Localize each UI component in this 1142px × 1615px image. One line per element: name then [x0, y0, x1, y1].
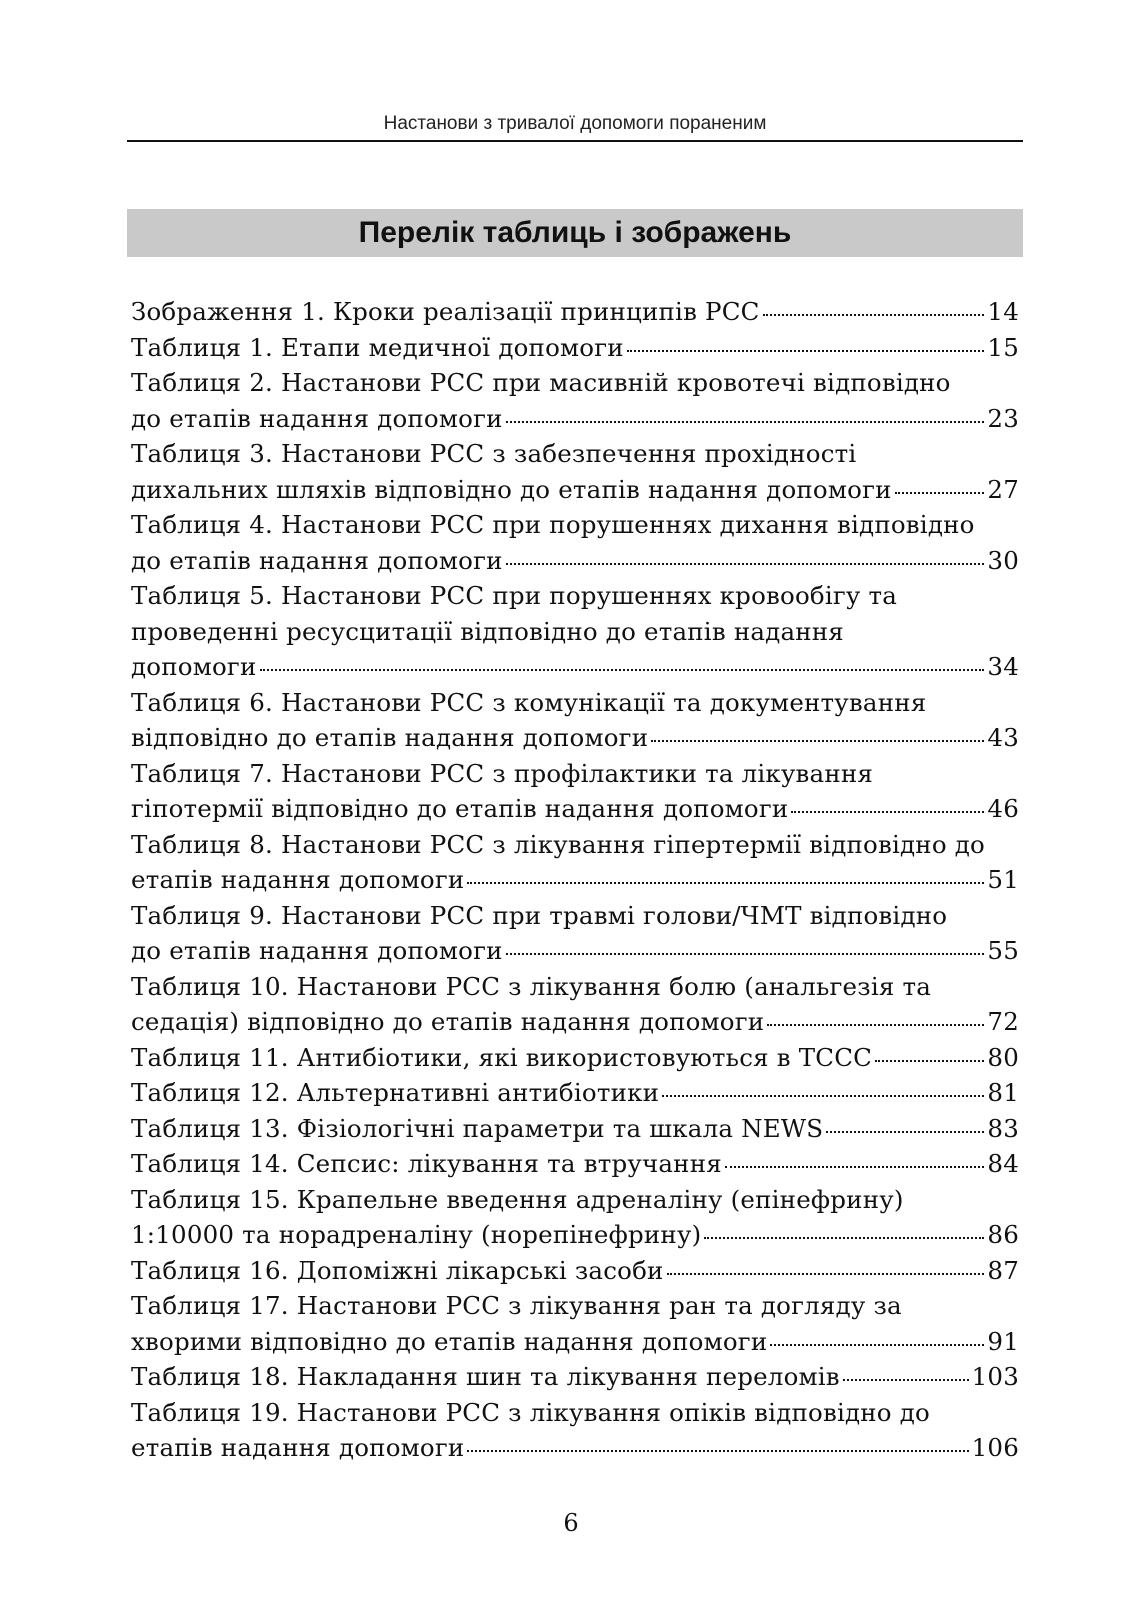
toc-entry-line: [131, 1253, 1019, 1289]
toc-entry-text: Таблиця 6. Настанови PCC з комунікації та документування: [131, 687, 927, 717]
toc-entry-line: [131, 1217, 1019, 1253]
page-title: Перелік таблиць і зображень: [358, 216, 792, 249]
toc-entry-page: 80: [987, 1042, 1019, 1072]
toc-entry[interactable]: [131, 1075, 1019, 1111]
toc-entry[interactable]: [131, 827, 1019, 898]
header-rule: [127, 140, 1023, 142]
toc-entry-text: етапів надання допомоги: [131, 1433, 465, 1462]
title-band: [127, 209, 1023, 257]
toc-entry[interactable]: [131, 685, 1019, 756]
toc-entry-line: [131, 1075, 1019, 1111]
toc-entry[interactable]: [131, 507, 1019, 578]
toc-dot-leader: [467, 882, 984, 884]
toc-entry-page: 81: [987, 1078, 1019, 1107]
toc-entry-line: [131, 401, 1019, 437]
toc-dot-leader: [763, 314, 985, 316]
toc-dot-leader: [627, 350, 985, 352]
toc-entry-text: до етапів надання допомоги: [131, 545, 503, 575]
toc-entry[interactable]: [131, 1182, 1019, 1253]
toc-dot-leader: [651, 740, 984, 742]
toc-entry-text: Таблиця 9. Настанови PCC при травмі голови/ЧМТ відповідно: [131, 900, 948, 930]
toc-entry-text: Таблиця 14. Сепсис: лікування та втручання: [131, 1149, 722, 1178]
toc-entry-line: [131, 1146, 1019, 1182]
toc-dot-leader: [662, 1095, 984, 1097]
toc-entry-page: 103: [971, 1362, 1019, 1391]
toc-dot-leader: [506, 953, 985, 955]
toc-dot-leader: [843, 1379, 969, 1381]
toc-entry[interactable]: [131, 1040, 1019, 1076]
toc-entry-page: 83: [987, 1113, 1019, 1143]
toc-entry[interactable]: [131, 1288, 1019, 1359]
toc-entry-line: [131, 933, 1019, 969]
toc-entry-line: [131, 1111, 1019, 1147]
toc-entry-text: Таблиця 3. Настанови PCC з забезпечення прохідності: [131, 439, 857, 468]
toc-entry-text: 1:10000 та норадреналіну (норепінефрину): [131, 1220, 702, 1249]
toc-entry-line: [131, 791, 1019, 827]
toc-dot-leader: [467, 1450, 968, 1452]
toc-entry-page: 15: [987, 332, 1019, 362]
toc-entry-text: Таблиця 19. Настанови PCC з лікування опіків відповідно до: [131, 1397, 930, 1427]
toc-entry-text: Таблиця 18. Накладання шин та лікування переломів: [131, 1362, 840, 1391]
toc-entry-text: проведенні ресусцитації відповідно до етапів надання: [131, 616, 844, 646]
toc-entry-page: 51: [987, 865, 1019, 894]
toc-entry-text: Таблиця 15. Крапельне введення адреналіну (епінефрину): [131, 1184, 904, 1214]
toc-entry-text: до етапів надання допомоги: [131, 936, 503, 965]
toc-entry-page: 84: [987, 1149, 1019, 1178]
toc-entry-text: гіпотермії відповідно до етапів надання допомоги: [131, 794, 789, 823]
toc-entry-text: етапів надання допомоги: [131, 865, 465, 894]
toc-dot-leader: [506, 421, 985, 423]
toc-entry-line: [131, 1430, 1019, 1466]
toc-entry-line: [131, 1040, 1019, 1076]
toc-dot-leader: [895, 492, 985, 494]
toc-entry-page: 43: [987, 723, 1019, 752]
toc-entry-line: [131, 543, 1019, 579]
toc-dot-leader: [770, 1344, 984, 1346]
toc-entry-page: 106: [971, 1433, 1019, 1462]
toc-entry[interactable]: [131, 294, 1019, 330]
toc-entry[interactable]: [131, 365, 1019, 436]
toc-entry-text: Таблиця 11. Антибіотики, які використовуються в TCCC: [131, 1042, 873, 1072]
toc-entry[interactable]: [131, 330, 1019, 366]
toc-entry-text: Таблиця 8. Настанови PCC з лікування гіпертермії відповідно до: [131, 829, 985, 859]
toc-entry-line: [131, 1324, 1019, 1360]
toc-dot-leader: [667, 1273, 985, 1275]
toc-entry-text: дихальних шляхів відповідно до етапів надання допомоги: [131, 474, 892, 504]
toc-entry-text: Зображення 1. Кроки реалізації принципів PCC: [131, 297, 760, 326]
toc-entry-text: допомоги: [131, 652, 257, 681]
toc-entry[interactable]: [131, 1111, 1019, 1147]
toc-entry-text: Таблиця 13. Фізіологічні параметри та шкала NEWS: [131, 1113, 824, 1143]
toc-entry-text: Таблиця 2. Настанови PCC при масивній кровотечі відповідно: [131, 368, 951, 397]
toc-entry[interactable]: [131, 1359, 1019, 1395]
toc-entry[interactable]: [131, 756, 1019, 827]
toc-entry[interactable]: [131, 1146, 1019, 1182]
toc-entry-page: 23: [987, 403, 1019, 433]
toc-dot-leader: [704, 1237, 984, 1239]
toc-entry-page: 91: [987, 1326, 1019, 1356]
toc-entry-page: 30: [987, 545, 1019, 575]
toc-entry-text: седація) відповідно до етапів надання допомоги: [131, 1007, 765, 1036]
toc-entry-page: 46: [987, 794, 1019, 823]
toc-entry-line: [131, 862, 1019, 898]
running-header: Настанови з тривалої допомоги пораненим: [383, 113, 767, 134]
toc-entry-text: відповідно до етапів надання допомоги: [131, 723, 649, 752]
toc-entry[interactable]: [131, 436, 1019, 507]
page-number: 6: [563, 1509, 579, 1537]
toc-entry-page: 86: [987, 1220, 1019, 1249]
toc-entry-text: Таблиця 12. Альтернативні антибіотики: [131, 1078, 660, 1107]
toc-entry-page: 87: [987, 1255, 1019, 1285]
table-of-contents: [131, 294, 1019, 1466]
toc-entry-text: Таблиця 5. Настанови PCC при порушеннях кровообігу та: [131, 581, 898, 610]
toc-entry[interactable]: [131, 969, 1019, 1040]
toc-entry-page: 55: [987, 936, 1019, 965]
toc-dot-leader: [725, 1166, 985, 1168]
toc-dot-leader: [826, 1131, 984, 1133]
toc-entry[interactable]: [131, 898, 1019, 969]
toc-entry-page: 14: [987, 297, 1019, 326]
toc-entry-line: [131, 720, 1019, 756]
toc-entry-line: [131, 294, 1019, 330]
toc-entry-text: Таблиця 10. Настанови PCC з лікування болю (анальгезія та: [131, 971, 932, 1001]
toc-entry-line: [131, 1004, 1019, 1040]
toc-dot-leader: [260, 669, 985, 671]
toc-entry-text: Таблиця 16. Допоміжні лікарські засоби: [131, 1255, 664, 1285]
toc-entry[interactable]: [131, 1395, 1019, 1466]
toc-entry[interactable]: [131, 1253, 1019, 1289]
toc-entry-text: хворими відповідно до етапів надання допомоги: [131, 1326, 768, 1356]
toc-entry[interactable]: [131, 578, 1019, 685]
toc-entry-line: [131, 1359, 1019, 1395]
toc-dot-leader: [506, 563, 985, 565]
toc-entry-line: [131, 330, 1019, 366]
toc-entry-line: [131, 472, 1019, 508]
toc-entry-line: [131, 649, 1019, 685]
toc-dot-leader: [791, 811, 984, 813]
toc-entry-text: до етапів надання допомоги: [131, 403, 503, 433]
toc-dot-leader: [875, 1060, 984, 1062]
toc-entry-text: Таблиця 7. Настанови PCC з профілактики та лікування: [131, 758, 874, 788]
toc-entry-page: 72: [987, 1007, 1019, 1036]
toc-entry-text: Таблиця 17. Настанови PCC з лікування ран та догляду за: [131, 1291, 902, 1320]
toc-entry-text: Таблиця 4. Настанови PCC при порушеннях дихання відповідно: [131, 510, 975, 539]
toc-entry-page: 27: [987, 474, 1019, 504]
toc-dot-leader: [767, 1024, 984, 1026]
toc-entry-page: 34: [987, 652, 1019, 681]
toc-entry-text: Таблиця 1. Етапи медичної допомоги: [131, 332, 624, 362]
